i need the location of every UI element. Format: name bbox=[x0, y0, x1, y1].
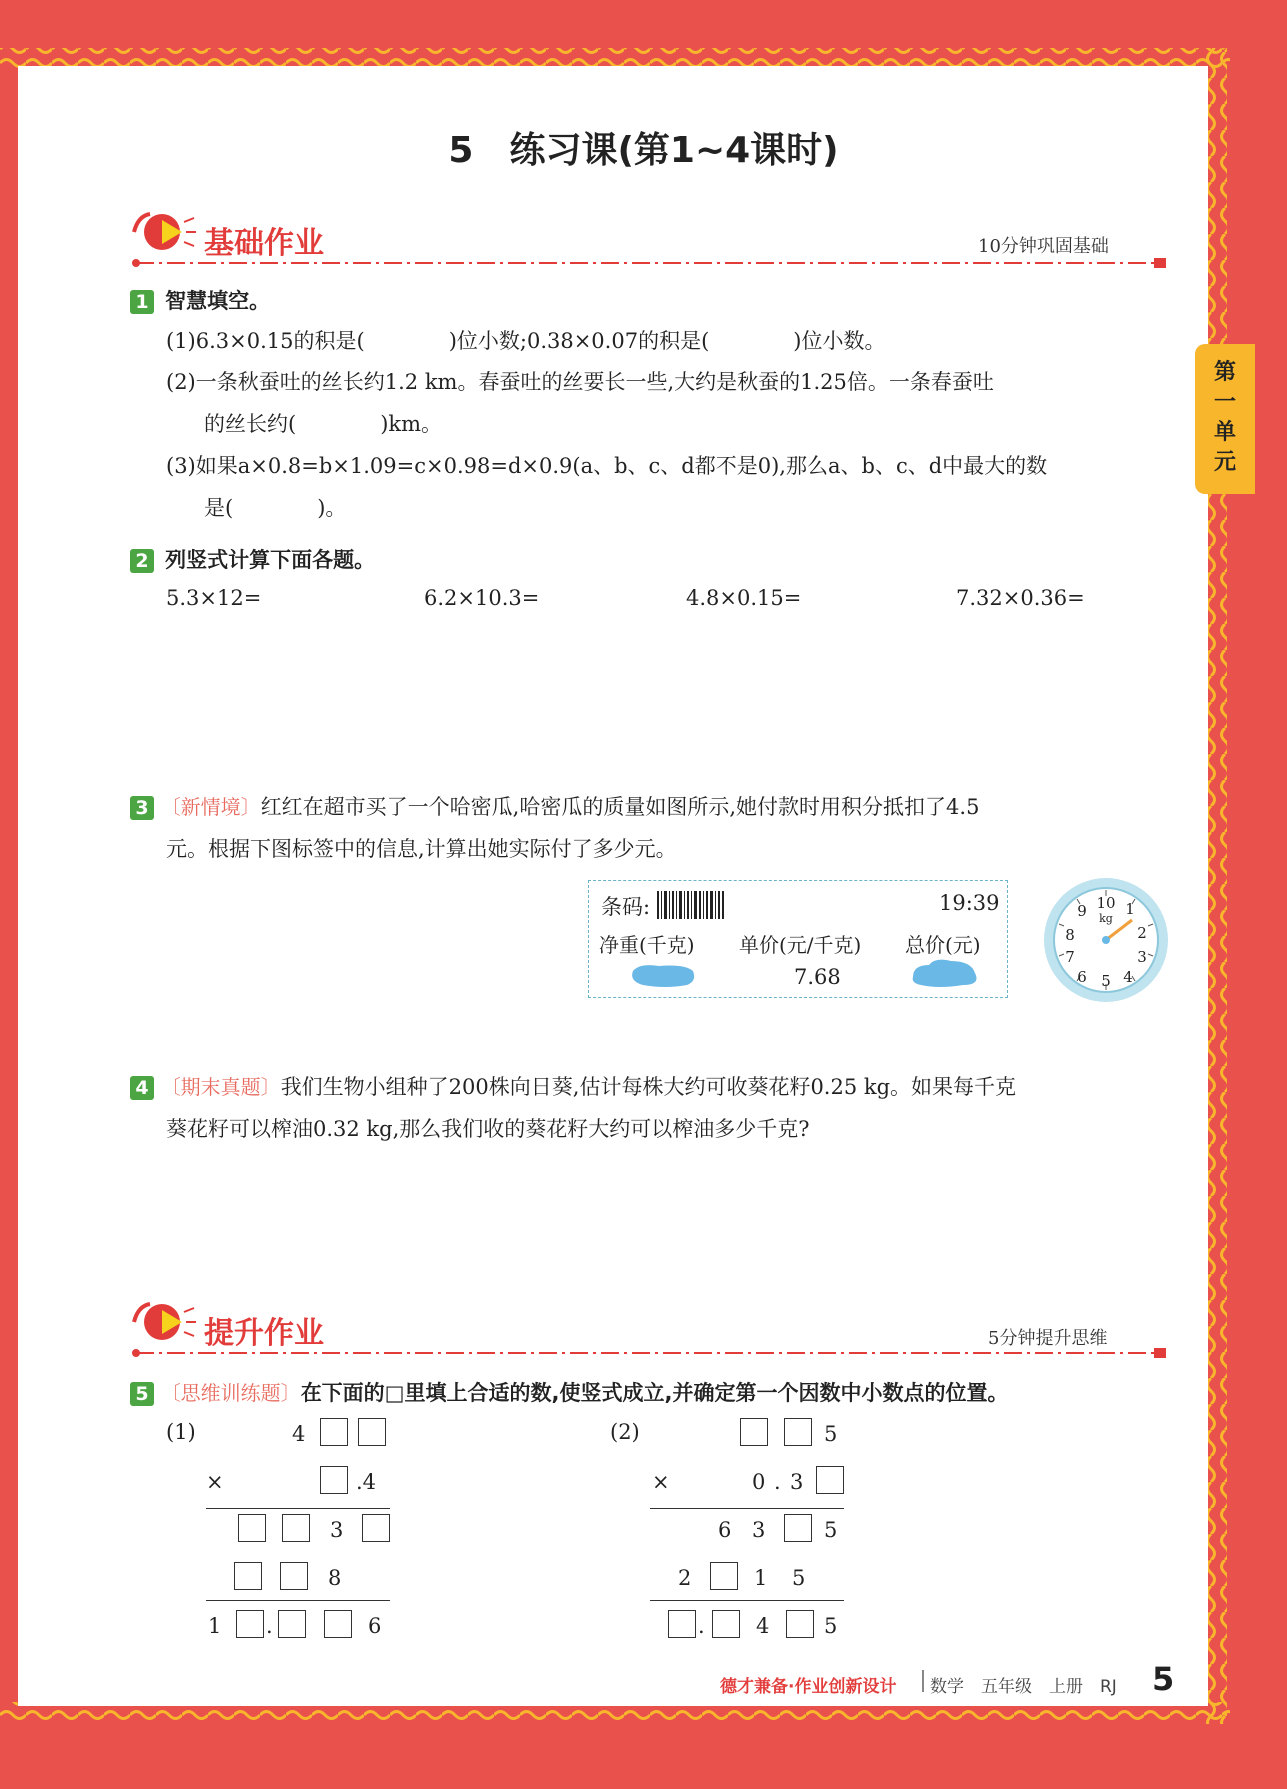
answer-box[interactable] bbox=[362, 1514, 390, 1542]
section-divider bbox=[130, 1346, 1170, 1360]
answer-box[interactable] bbox=[710, 1562, 738, 1590]
price-label bbox=[588, 880, 1008, 998]
label-time: 19:39 bbox=[939, 891, 1000, 915]
question-number-badge: 5 bbox=[130, 1382, 154, 1406]
dial-number: 7 bbox=[1065, 948, 1075, 966]
q1-line: 的丝长约( )km。 bbox=[204, 412, 443, 436]
side-tab-char: 第 bbox=[1213, 360, 1236, 385]
calc-item: 6.2×10.3= bbox=[424, 586, 540, 610]
question-text: 红红在超市买了一个哈密瓜,哈密瓜的质量如图所示,她付款时用积分抵扣了4.5 bbox=[260, 795, 980, 819]
dial-number: 9 bbox=[1077, 902, 1087, 920]
answer-box[interactable] bbox=[236, 1610, 264, 1638]
question-text: 我们生物小组种了200株向日葵,估计每株大约可收葵花籽0.25 kg。如果每千克 bbox=[280, 1075, 1017, 1099]
label-col-unit-price: 单价(元/千克) bbox=[739, 933, 862, 957]
label-col-total: 总价(元) bbox=[905, 933, 981, 957]
q1-line: (1)6.3×0.15的积是( )位小数;0.38×0.07的积是( )位小数。 bbox=[166, 329, 886, 353]
digit: 5 bbox=[792, 1566, 806, 1590]
question-number-badge: 4 bbox=[130, 1076, 154, 1100]
question-tag: 〔期末真题〕 bbox=[160, 1075, 281, 1099]
dial-number: 10 bbox=[1096, 894, 1116, 912]
decimal-point: . bbox=[774, 1470, 781, 1494]
q1-line: (3)如果a×0.8=b×1.09=c×0.98=d×0.9(a、b、c、d都不是0),那么a、b、c、d中最大的数 bbox=[166, 454, 1048, 478]
dial-number: 8 bbox=[1065, 926, 1075, 944]
dial-number: 5 bbox=[1101, 972, 1111, 990]
section-title: 提升作业 bbox=[204, 1316, 324, 1351]
digit: 5 bbox=[824, 1422, 838, 1446]
answer-box[interactable] bbox=[784, 1418, 812, 1446]
times-sign: × bbox=[652, 1470, 670, 1494]
unit-price-value: 7.68 bbox=[794, 965, 841, 989]
digit: 4 bbox=[756, 1614, 770, 1638]
digit: 4 bbox=[292, 1422, 306, 1446]
calc-line bbox=[206, 1600, 390, 1601]
answer-box[interactable] bbox=[740, 1418, 768, 1446]
digit: 0 bbox=[752, 1470, 766, 1494]
answer-box[interactable] bbox=[358, 1418, 386, 1446]
section-title: 基础作业 bbox=[204, 226, 324, 261]
calc-item: 5.3×12= bbox=[166, 586, 262, 610]
answer-box[interactable] bbox=[280, 1562, 308, 1590]
question-number-badge: 3 bbox=[130, 796, 154, 820]
problem-label: (2) bbox=[610, 1420, 640, 1444]
section-subtitle: 5分钟提升思维 bbox=[988, 1328, 1108, 1349]
answer-box[interactable] bbox=[278, 1610, 306, 1638]
dial-number: 2 bbox=[1137, 924, 1147, 942]
answer-box[interactable] bbox=[668, 1610, 696, 1638]
question-text: 元。根据下图标签中的信息,计算出她实际付了多少元。 bbox=[166, 837, 677, 861]
question-2-header bbox=[130, 544, 375, 574]
question-1-header bbox=[130, 285, 270, 315]
q1-line: (2)一条秋蚕吐的丝长约1.2 km。春蚕吐的丝要长一些,大约是秋蚕的1.25倍。一条春蚕吐 bbox=[166, 370, 994, 394]
digit: .4 bbox=[356, 1470, 377, 1494]
calc-item: 7.32×0.36= bbox=[956, 586, 1085, 610]
q1-line: 是( )。 bbox=[204, 496, 347, 520]
unit-side-tab bbox=[1195, 344, 1255, 494]
question-heading: 智慧填空。 bbox=[165, 289, 271, 313]
dial-number: 3 bbox=[1137, 948, 1147, 966]
ink-blot-total bbox=[909, 957, 981, 989]
answer-box[interactable] bbox=[712, 1610, 740, 1638]
section-divider bbox=[130, 256, 1170, 270]
lamp-icon bbox=[128, 1298, 198, 1350]
answer-box[interactable] bbox=[320, 1466, 348, 1494]
dial-number: 4 bbox=[1123, 968, 1133, 986]
side-tab-char: 元 bbox=[1213, 450, 1236, 475]
problem-label: (1) bbox=[166, 1420, 196, 1444]
question-tag: 〔新情境〕 bbox=[160, 795, 261, 819]
digit: 8 bbox=[328, 1566, 342, 1590]
section-subtitle: 10分钟巩固基础 bbox=[978, 236, 1109, 257]
times-sign: × bbox=[206, 1470, 224, 1494]
question-tag: 〔思维训练题〕 bbox=[160, 1381, 301, 1405]
digit: 6 bbox=[718, 1518, 732, 1542]
answer-box[interactable] bbox=[282, 1514, 310, 1542]
decimal-point: . bbox=[266, 1614, 273, 1638]
question-4-line1 bbox=[130, 1071, 1016, 1101]
digit: 3 bbox=[752, 1518, 766, 1542]
dial-unit: kg bbox=[1099, 912, 1113, 925]
scale-dial bbox=[1040, 874, 1172, 1006]
digit: 2 bbox=[678, 1566, 692, 1590]
footer-divider bbox=[922, 1670, 924, 1692]
question-heading: 在下面的□里填上合适的数,使竖式成立,并确定第一个因数中小数点的位置。 bbox=[300, 1381, 1009, 1405]
question-heading: 列竖式计算下面各题。 bbox=[165, 548, 376, 572]
answer-box[interactable] bbox=[234, 1562, 262, 1590]
digit: 3 bbox=[790, 1470, 804, 1494]
digit: 3 bbox=[330, 1518, 344, 1542]
question-5-header bbox=[130, 1377, 1008, 1407]
decimal-point: . bbox=[698, 1614, 705, 1638]
calc-line bbox=[650, 1600, 844, 1601]
answer-box[interactable] bbox=[816, 1466, 844, 1494]
question-3-line1 bbox=[130, 791, 979, 821]
dial-number: 6 bbox=[1077, 968, 1087, 986]
calc-line bbox=[650, 1508, 844, 1509]
question-number-badge: 2 bbox=[130, 549, 154, 573]
digit: 6 bbox=[368, 1614, 382, 1638]
answer-box[interactable] bbox=[784, 1514, 812, 1542]
barcode-label: 条码: bbox=[601, 895, 651, 919]
answer-box[interactable] bbox=[320, 1418, 348, 1446]
digit: 5 bbox=[824, 1518, 838, 1542]
digit: 1 bbox=[754, 1566, 768, 1590]
page-number: 5 bbox=[1152, 1660, 1175, 1698]
digit: 5 bbox=[824, 1614, 838, 1638]
side-tab-char: 一 bbox=[1213, 390, 1236, 415]
lamp-icon bbox=[128, 208, 198, 260]
dial-number: 1 bbox=[1125, 900, 1135, 918]
answer-box[interactable] bbox=[786, 1610, 814, 1638]
calc-line bbox=[206, 1508, 390, 1509]
calc-item: 4.8×0.15= bbox=[686, 586, 802, 610]
label-col-weight: 净重(千克) bbox=[599, 933, 695, 957]
barcode-icon bbox=[657, 891, 725, 919]
ink-blot-weight bbox=[629, 961, 697, 989]
footer-info: 数学 五年级 上册 RJ bbox=[930, 1677, 1117, 1697]
answer-box[interactable] bbox=[238, 1514, 266, 1542]
footer-brand: 德才兼备·作业创新设计 bbox=[720, 1677, 897, 1697]
answer-box[interactable] bbox=[324, 1610, 352, 1638]
question-text: 葵花籽可以榨油0.32 kg,那么我们收的葵花籽大约可以榨油多少千克? bbox=[166, 1117, 810, 1141]
digit: 1 bbox=[208, 1614, 222, 1638]
page-title: 5 练习课(第1~4课时) bbox=[448, 130, 839, 171]
question-number-badge: 1 bbox=[130, 290, 154, 314]
side-tab-char: 单 bbox=[1213, 420, 1236, 445]
